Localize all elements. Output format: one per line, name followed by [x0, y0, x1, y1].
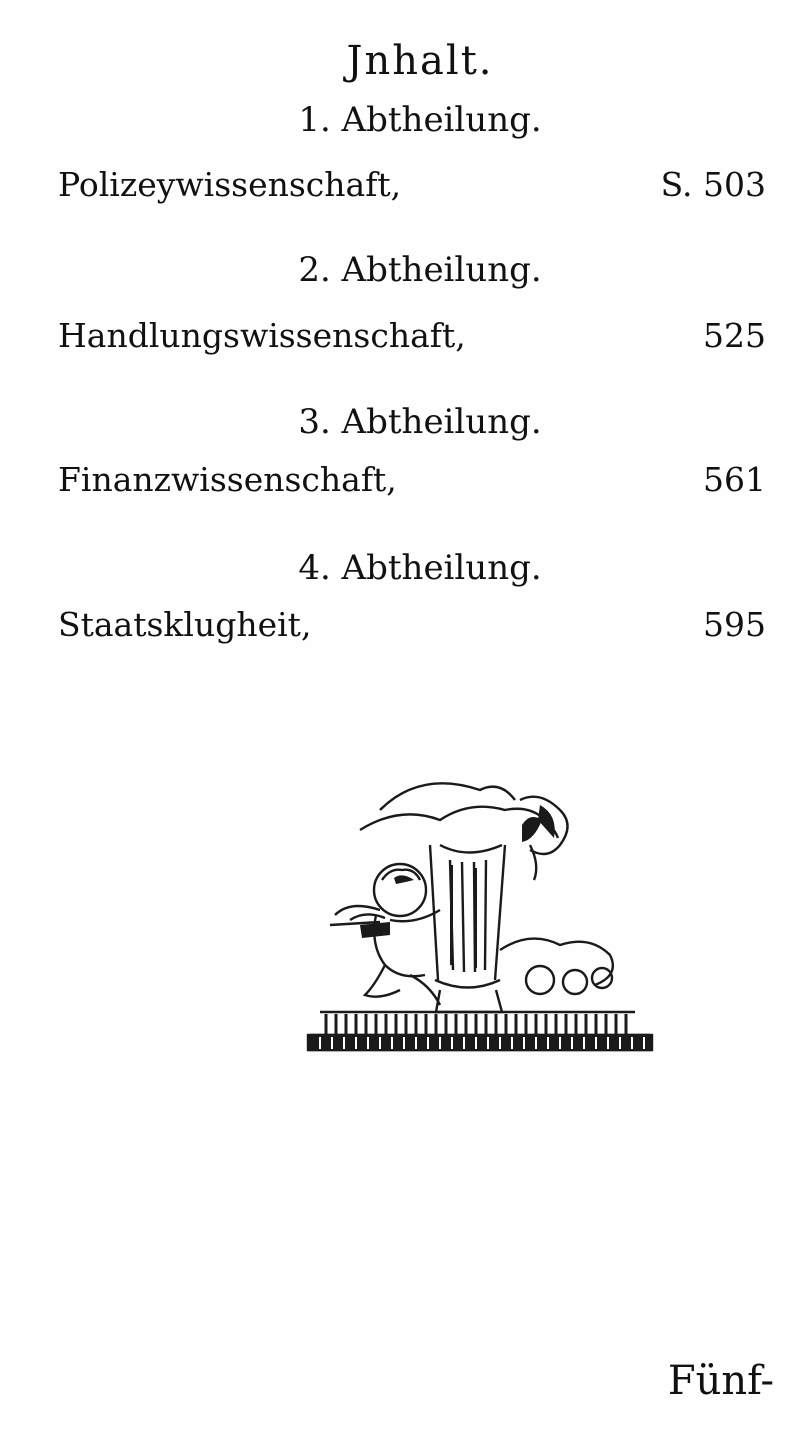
section-heading-1: 1. Abtheilung.	[298, 100, 542, 140]
toc-page-4: 595	[703, 605, 766, 644]
catchword: Fünf-	[667, 1358, 774, 1404]
toc-page-3: 561	[703, 460, 766, 499]
section-heading-2: 2. Abtheilung.	[298, 250, 542, 290]
toc-entry-4: Staatsklugheit,	[58, 605, 312, 644]
toc-entry-3: Finanzwissenschaft,	[58, 460, 397, 499]
toc-page-1: S. 503	[660, 165, 766, 204]
section-heading-3: 3. Abtheilung.	[298, 402, 542, 442]
cherub-with-vase-icon	[290, 750, 660, 1070]
toc-page-2: 525	[703, 316, 766, 355]
page-title: Jnhalt.	[346, 38, 494, 84]
toc-entry-2: Handlungswissenschaft,	[58, 316, 466, 355]
toc-entry-1: Polizeywissenschaft,	[58, 165, 402, 204]
section-heading-4: 4. Abtheilung.	[298, 548, 542, 588]
